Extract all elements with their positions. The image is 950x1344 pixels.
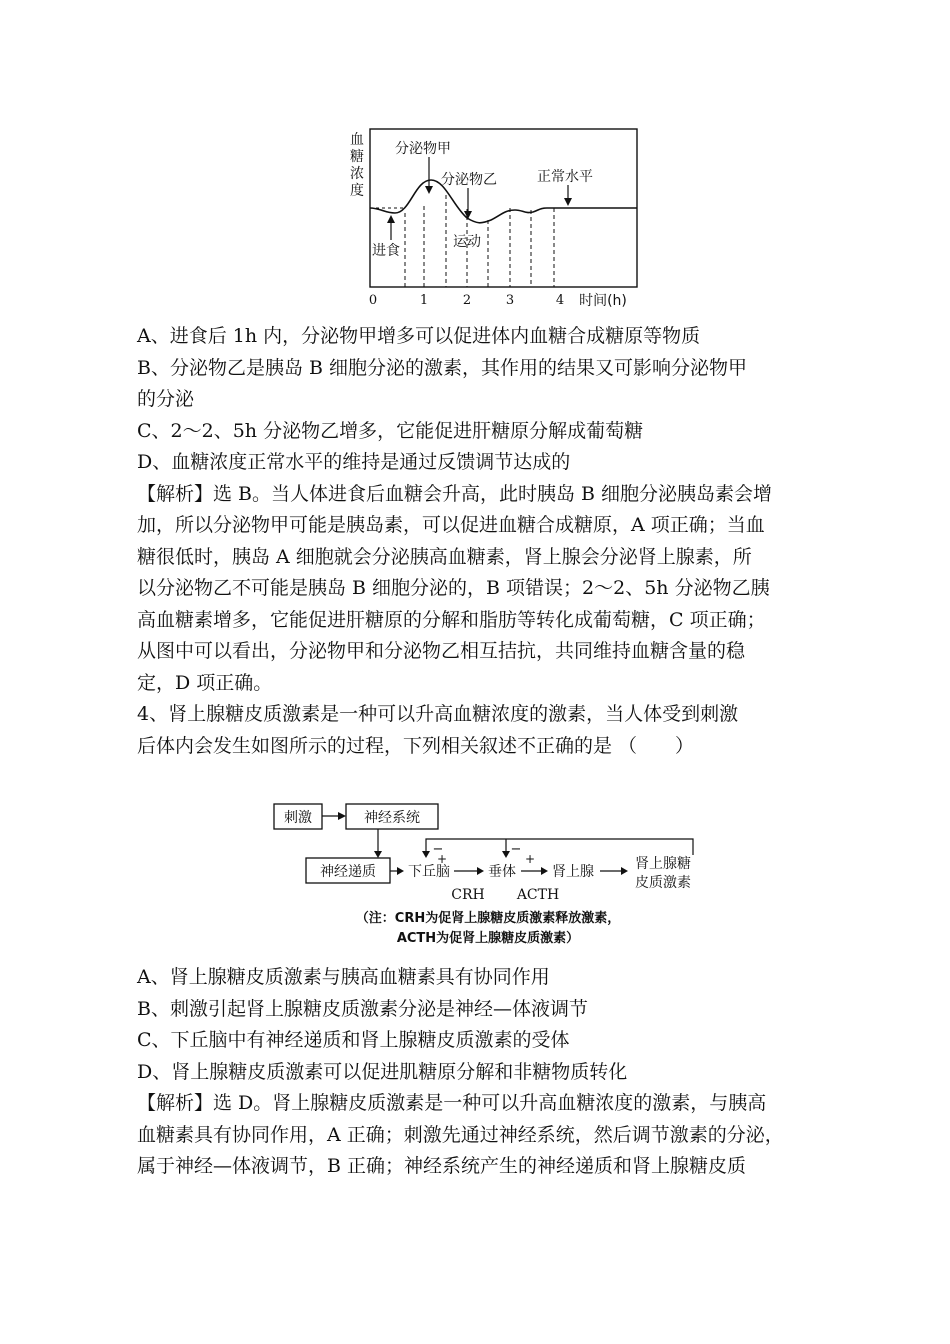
option-c: C、2～2、5h 分泌物乙增多，它能促进肝糖原分解成葡萄糖 — [137, 419, 644, 442]
arrowhead — [477, 867, 484, 875]
arrowhead — [425, 186, 433, 194]
option-d: D、血糖浓度正常水平的维持是通过反馈调节达成的 — [137, 451, 571, 473]
pituitary-label: 垂体 — [488, 864, 516, 880]
question3-block — [137, 321, 837, 762]
analysis-line: 高血糖素增多，它能促进肝糖原的分解和脂肪等转化成葡萄糖，C 项正确； — [137, 608, 766, 631]
analysis-line: 【解析】选 B。当人体进食后血糖会升高，此时胰岛 B 细胞分泌胰岛素会增 — [137, 482, 773, 505]
glucose-curve — [370, 180, 637, 223]
option-b: B、分泌物乙是胰岛 B 细胞分泌的激素，其作用的结果又可影响分泌物甲 — [137, 356, 748, 379]
nervous-system-label: 神经系统 — [364, 810, 420, 826]
x-tick-label: 3 — [505, 293, 515, 308]
note-line: ACTH为促肾上腺糖皮质激素） — [396, 931, 580, 946]
hormone-label-line1: 肾上腺糖 — [635, 856, 691, 872]
arrowhead — [338, 812, 346, 820]
minus-sign: − — [432, 842, 444, 857]
analysis-line: 血糖素具有协同作用，A 正确；刺激先通过神经系统，然后调节激素的分泌， — [137, 1123, 784, 1146]
secretion-b-label: 分泌物乙 — [441, 172, 497, 188]
analysis-line: 属于神经—体液调节，B 正确；神经系统产生的神经递质和肾上腺糖皮质 — [137, 1155, 747, 1177]
arrowhead — [374, 851, 382, 858]
analysis-line: 从图中可以看出，分泌物甲和分泌物乙相互拮抗，共同维持血糖含量的稳 — [137, 640, 746, 662]
y-axis-char: 浓 — [350, 166, 364, 182]
analysis-line: 糖很低时，胰岛 A 细胞就会分泌胰高血糖素，肾上腺会分泌肾上腺素，所 — [137, 545, 752, 568]
arrowhead — [397, 867, 404, 875]
arrowhead — [564, 198, 572, 206]
arrowhead — [502, 851, 510, 858]
plus-sign: + — [436, 852, 448, 866]
arrowhead — [464, 211, 472, 219]
stimulus-label: 刺激 — [284, 810, 312, 826]
y-axis-char: 糖 — [350, 149, 364, 165]
secretion-a-label: 分泌物甲 — [395, 141, 451, 157]
blood-glucose-figure — [335, 118, 655, 313]
y-axis-label — [350, 132, 364, 199]
hypothalamus-label: 下丘脑 — [408, 864, 450, 880]
option-b: B、刺激引起肾上腺糖皮质激素分泌是神经—体液调节 — [137, 997, 588, 1020]
analysis-line: 加，所以分泌物甲可能是胰岛素，可以促进血糖合成糖原，A 项正确；当血 — [137, 514, 765, 536]
adrenal-label: 肾上腺 — [552, 864, 594, 880]
x-ticks — [369, 293, 564, 308]
x-tick-label: 4 — [555, 293, 565, 308]
acth-label: ACTH — [516, 887, 560, 903]
x-axis-label: 时间(h) — [579, 293, 627, 309]
analysis-line: 【解析】选 D。肾上腺糖皮质激素是一种可以升高血糖浓度的激素，与胰高 — [137, 1092, 767, 1114]
minus-sign: − — [510, 842, 522, 857]
analysis-line: 定，D 项正确。 — [137, 671, 273, 694]
arrowhead — [541, 867, 548, 875]
crh-label: CRH — [451, 887, 485, 903]
option-a: A、进食后 1h 内，分泌物甲增多可以促进体内血糖合成糖原等物质 — [137, 325, 701, 347]
exercise-label: 运动 — [453, 234, 481, 250]
hormone-label-line2: 皮质激素 — [635, 875, 691, 891]
note-line: （注：CRH为促肾上腺糖皮质激素释放激素， — [355, 911, 621, 926]
option-b-continued: 的分泌 — [137, 388, 195, 410]
plus-sign: + — [524, 852, 536, 866]
feedback-line — [426, 839, 693, 855]
x-tick-label: 0 — [368, 293, 378, 308]
eating-label: 进食 — [372, 243, 400, 259]
arrowhead — [387, 215, 395, 223]
x-tick-label: 1 — [419, 293, 429, 308]
y-axis-char: 血 — [350, 132, 364, 148]
y-axis-char: 度 — [350, 183, 364, 199]
arrowhead — [422, 851, 430, 858]
question4-block — [137, 962, 837, 1183]
normal-level-label: 正常水平 — [537, 169, 593, 185]
hormone-flow-diagram — [268, 795, 718, 955]
option-d: D、肾上腺糖皮质激素可以促进肌糖原分解和非糖物质转化 — [137, 1060, 628, 1083]
option-a: A、肾上腺糖皮质激素与胰高血糖素具有协同作用 — [137, 966, 550, 988]
x-tick-label: 2 — [462, 293, 472, 308]
option-c: C、下丘脑中有神经递质和肾上腺糖皮质激素的受体 — [137, 1029, 570, 1051]
question4-stem: 4、肾上腺糖皮质激素是一种可以升高血糖浓度的激素，当人体受到刺激 — [137, 703, 739, 725]
analysis-line: 以分泌物乙不可能是胰岛 B 细胞分泌的，B 项错误；2～2、5h 分泌物乙胰 — [137, 577, 770, 599]
question4-stem: 后体内会发生如图所示的过程，下列相关叙述不正确的是 （ ） — [137, 734, 695, 757]
neurotransmitter-label: 神经递质 — [320, 864, 376, 880]
arrowhead — [621, 867, 628, 875]
